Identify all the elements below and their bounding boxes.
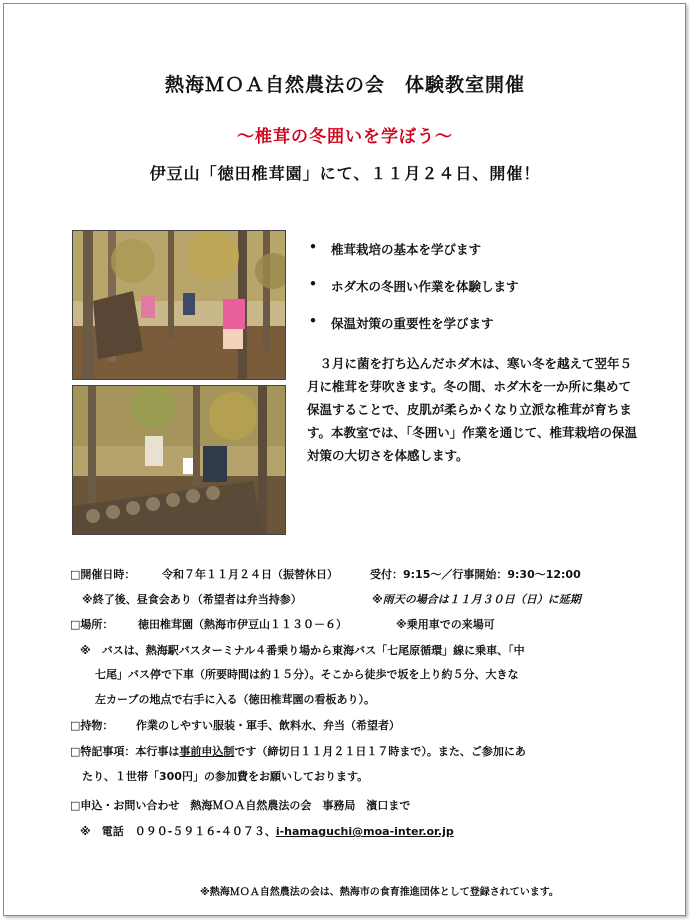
date-row (70, 566, 670, 582)
footer-note: ※熱海ＭＯＡ自然農法の会は、熱海市の食育推進団体として登録されています。 (200, 887, 559, 898)
bus-line-1: ※ バスは、熱海駅バスターミナル４番乗り場から東海バス「七尾原循環」線に乗車、「中 (80, 644, 525, 657)
place-label: □場所： (70, 618, 114, 631)
items-row (70, 717, 670, 733)
contact-row: □申込・お問い合わせ 熱海ＭＯＡ自然農法の会 事務局 濱口まで (70, 799, 411, 812)
items-label: □持物： (70, 719, 114, 732)
date-value: 令和７年１１月２４日（振替休日） (162, 568, 338, 581)
bullet-item: • 保温対策の重要性を学びます (307, 314, 637, 351)
notes-line-2: たり、１世帯「300円」の参加費をお願いしております。 (82, 770, 369, 783)
rain-note: ※雨天の場合は１１月３０日（日）に延期 (372, 593, 581, 606)
phone-row (80, 823, 680, 839)
photo-forest-work (72, 230, 286, 380)
subtitle: ～椎茸の冬囲いを学ぼう～ (237, 127, 453, 147)
car-note: ※乗用車での来場可 (396, 618, 495, 631)
page-title: 熱海ＭＯＡ自然農法の会 体験教室開催 (164, 74, 525, 96)
items-value: 作業のしやすい服装・軍手、飲料水、弁当（希望者） (136, 719, 400, 732)
place-row (70, 616, 670, 632)
notes-row (70, 743, 670, 759)
bullet-item: • ホダ木の冬囲い作業を体験します (307, 277, 637, 314)
date-label: □開催日時： (70, 568, 136, 581)
photo-log-stacking (72, 385, 286, 535)
bullet-item: • 椎茸栽培の基本を学びます (307, 240, 637, 277)
event-headline: 伊豆山「徳田椎茸園」にて、１１月２４日、開催！ (149, 164, 541, 183)
notes-underlined: 事前申込制 (179, 745, 235, 758)
place-value: 徳田椎茸園（熱海市伊豆山１１３０－６） (138, 618, 347, 631)
bus-line-3: 左カーブの地点で右手に入る（徳田椎茸園の看板あり）。 (95, 693, 375, 706)
lunch-note: ※終了後、昼食会あり（希望者は弁当持参） (82, 593, 302, 606)
bus-line-2: 七尾」バス停で下車（所要時間は約１５分）。そこから徒歩で坂を上り約５分、大きな (95, 668, 519, 681)
lunch-row (82, 591, 682, 607)
phone-text: ※ 電話 ０９０-５９１６-４０７３、 (80, 825, 276, 838)
learning-points (307, 240, 637, 351)
description-paragraph: ３月に菌を打ち込んだホダ木は、寒い冬を越えて翌年５月に椎茸を芽吹きます。冬の間、ホダ木を一か所に集めて保温することで、皮肌が柔らかくなり立派な椎茸が育ちます。本教室では、「冬囲い」作業を通じて、椎茸栽培の保温対策の大切さを体感します。 (307, 356, 638, 463)
notes-prefix: □特記事項：本行事は (70, 745, 180, 758)
notes-suffix: です（締切日１１月２１日１７時まで）。また、ご参加にあ (234, 745, 526, 758)
reception-time: 受付：9:15～／行事開始：9:30～12:00 (370, 568, 581, 581)
email-link[interactable]: i-hamaguchi@moa-inter.or.jp (275, 825, 454, 838)
